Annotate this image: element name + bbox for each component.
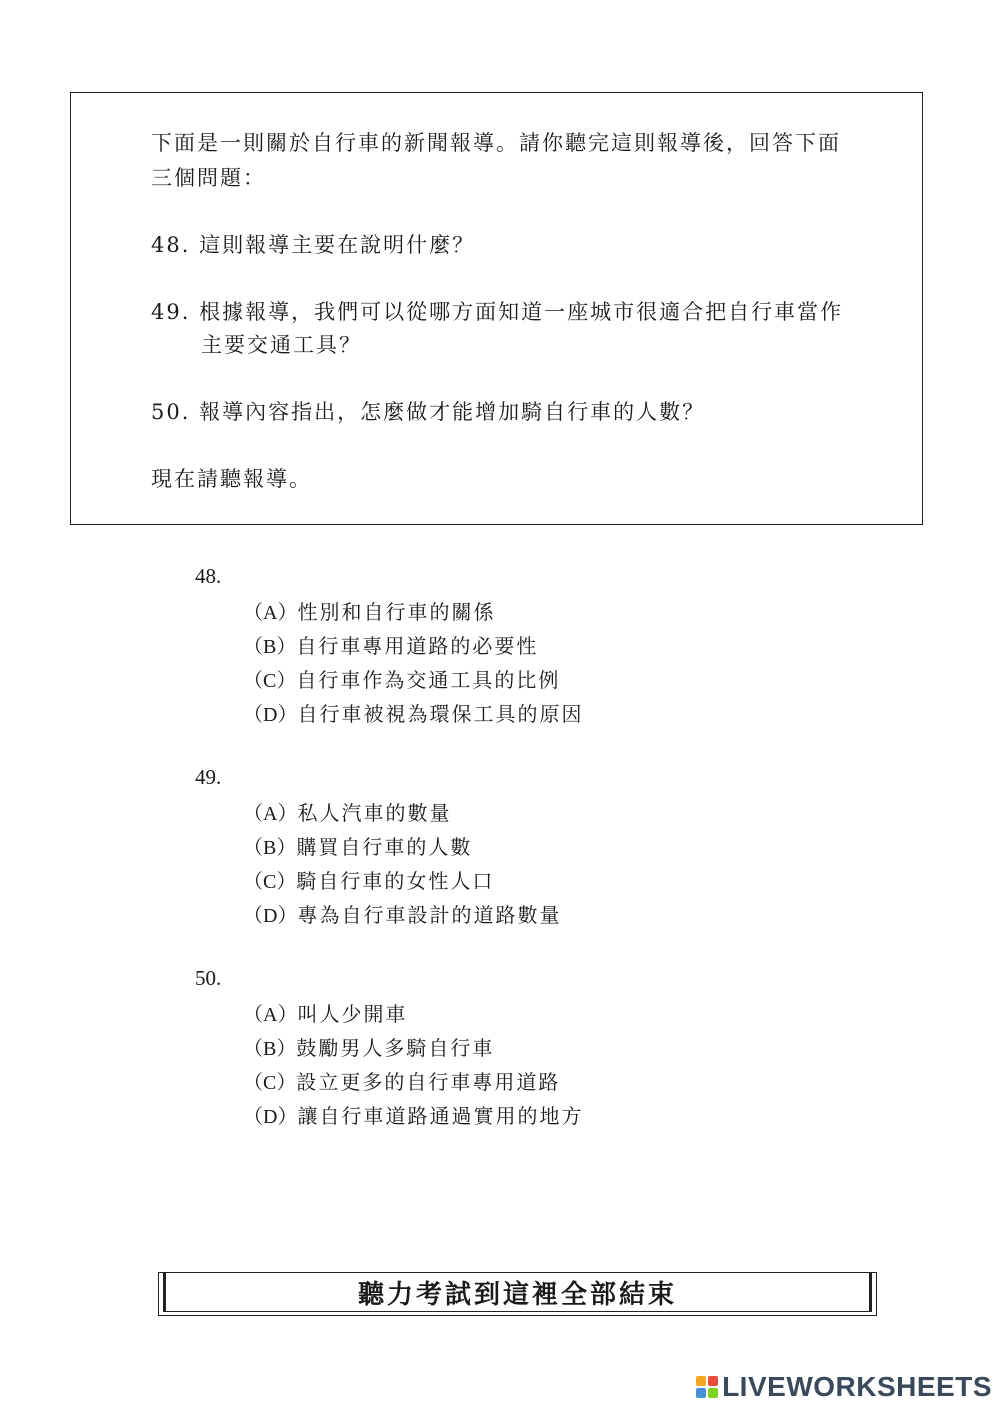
intro-question-48: 48. 這則報導主要在說明什麼？ <box>151 233 476 257</box>
option-text: 專為自行車設計的道路數量 <box>297 903 562 927</box>
option-text: 自行車被視為環保工具的原因 <box>297 702 584 726</box>
option-text: 自行車作為交通工具的比例 <box>296 668 561 692</box>
intro-box <box>70 92 923 525</box>
option-text: 騎自行車的女性人口 <box>296 869 495 893</box>
intro-listen-now: 現在請聽報導。 <box>151 467 312 491</box>
option-label: （C） <box>243 1072 297 1094</box>
option-text: 叫人少開車 <box>297 1002 408 1026</box>
option-text: 設立更多的自行車專用道路 <box>296 1070 561 1094</box>
option-text: 購買自行車的人數 <box>296 835 473 859</box>
option-text: 鼓勵男人多騎自行車 <box>296 1036 495 1060</box>
intro-question-49-cont: 主要交通工具？ <box>201 333 362 357</box>
option-a[interactable] <box>243 595 583 629</box>
option-label: （D） <box>243 704 298 726</box>
question-number: 48. <box>195 564 222 588</box>
option-label: （A） <box>243 602 298 624</box>
option-label: （C） <box>243 871 297 893</box>
option-c[interactable] <box>243 864 561 898</box>
option-label: （C） <box>243 670 297 692</box>
option-c[interactable] <box>243 1065 583 1099</box>
option-text: 自行車專用道路的必要性 <box>296 634 539 658</box>
option-label: （A） <box>243 803 298 825</box>
option-a[interactable] <box>243 997 583 1031</box>
option-label: （B） <box>243 636 297 658</box>
end-banner <box>158 1272 877 1316</box>
intro-question-50: 50. 報導內容指出，怎麼做才能增加騎自行車的人數？ <box>151 400 706 424</box>
option-label: （A） <box>243 1004 298 1026</box>
option-d[interactable] <box>243 898 561 932</box>
option-b[interactable] <box>243 1031 583 1065</box>
option-text: 性別和自行車的關係 <box>297 600 496 624</box>
question-49 <box>195 765 562 932</box>
option-label: （D） <box>243 905 298 927</box>
question-48 <box>195 564 584 731</box>
logo-square-icon <box>696 1388 706 1398</box>
option-d[interactable] <box>243 1099 583 1133</box>
logo-square-icon <box>708 1376 718 1386</box>
option-a[interactable] <box>243 796 561 830</box>
question-number: 49. <box>195 765 222 789</box>
option-text: 讓自行車道路通過實用的地方 <box>297 1104 584 1128</box>
logo-mark-icon <box>696 1376 718 1398</box>
logo-text: LIVEWORKSHEETS <box>722 1371 992 1402</box>
option-c[interactable] <box>243 663 583 697</box>
question-number: 50. <box>195 966 222 990</box>
end-banner-frame <box>163 1273 872 1312</box>
option-d[interactable] <box>243 697 583 731</box>
option-text: 私人汽車的數量 <box>297 801 452 825</box>
logo-square-icon <box>696 1376 706 1386</box>
option-b[interactable] <box>243 629 583 663</box>
intro-question-49: 49. 根據報導，我們可以從哪方面知道一座城市很適合把自行車當作 <box>151 300 844 324</box>
option-b[interactable] <box>243 830 561 864</box>
option-label: （B） <box>243 1038 297 1060</box>
end-banner-text: 聽力考試到這裡全部結束 <box>357 1279 677 1310</box>
logo-square-icon <box>708 1388 718 1398</box>
option-label: （B） <box>243 837 297 859</box>
question-50 <box>195 966 584 1133</box>
liveworksheets-logo[interactable] <box>696 1371 992 1403</box>
intro-line-2: 三個問題： <box>151 166 266 190</box>
intro-line-1: 下面是一則關於自行車的新聞報導。請你聽完這則報導後，回答下面 <box>151 131 841 155</box>
option-label: （D） <box>243 1106 298 1128</box>
